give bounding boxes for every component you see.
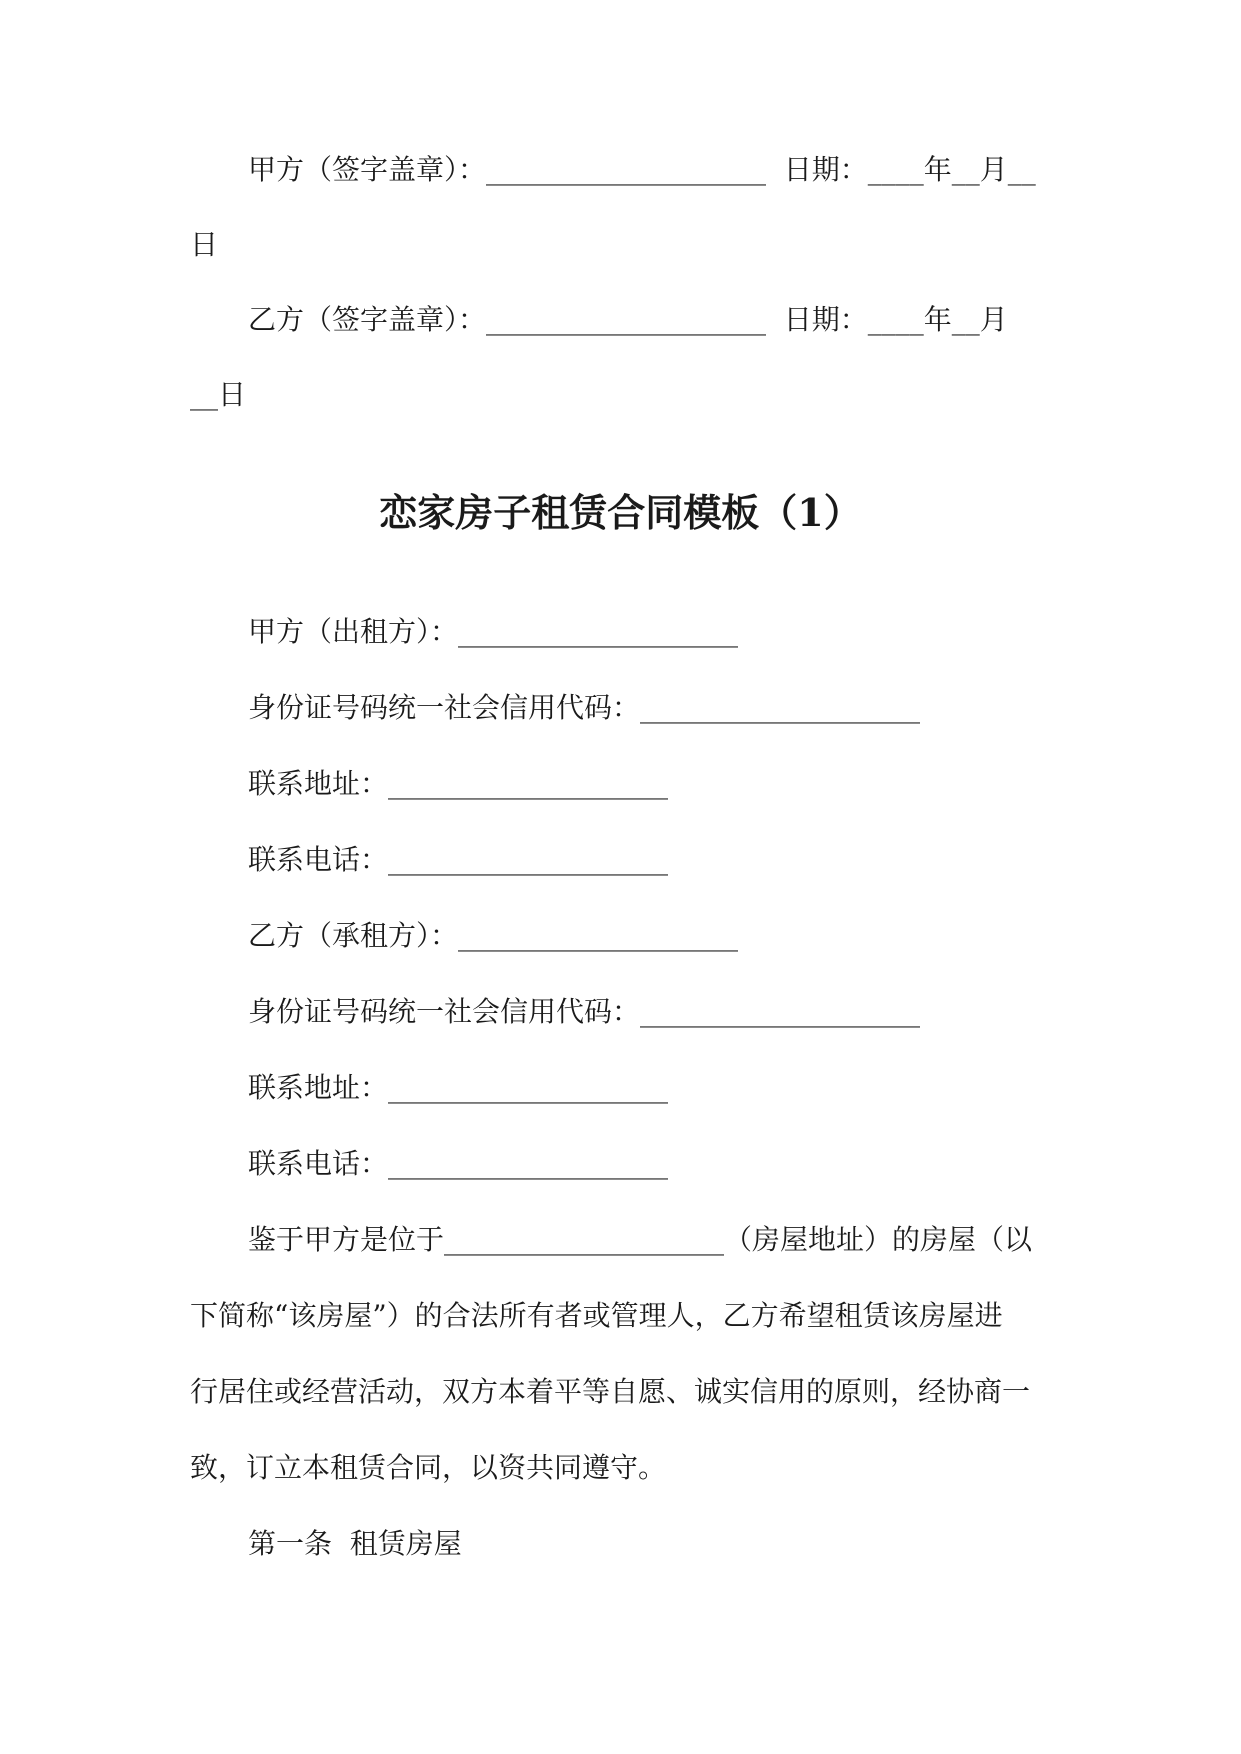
lessor-id-field: 身份证号码统一社会信用代码：____________________ — [248, 691, 921, 724]
lessor-name-field: 甲方（出租方）：____________________ — [248, 615, 739, 648]
article-1-heading: 第一条 租赁房屋 — [248, 1527, 462, 1560]
lessee-name-field: 乙方（承租方）：____________________ — [248, 919, 739, 952]
party-a-signature-continuation: 日 — [190, 228, 219, 261]
lessee-address-field: 联系地址：____________________ — [248, 1071, 669, 1104]
preamble-line-4: 致，订立本租赁合同，以资共同遵守。 — [190, 1451, 667, 1484]
document-title: 恋家房子租赁合同模板（1） — [379, 490, 862, 535]
lessor-address-field: 联系地址：____________________ — [248, 767, 669, 800]
lessee-phone-field: 联系电话：____________________ — [248, 1147, 669, 1180]
party-a-signature-line: 甲方（签字盖章）：____________________ 日期：____年__月__ — [248, 153, 1036, 186]
preamble-line-3: 行居住或经营活动，双方本着平等自愿、诚实信用的原则，经协商一 — [190, 1375, 1031, 1408]
lessee-id-field: 身份证号码统一社会信用代码：____________________ — [248, 995, 921, 1028]
party-b-signature-continuation: __日 — [190, 378, 247, 411]
lessor-phone-field: 联系电话：____________________ — [248, 843, 669, 876]
preamble-line-1: 鉴于甲方是位于____________________（房屋地址）的房屋（以 — [248, 1223, 1033, 1256]
preamble-line-2: 下简称“该房屋”）的合法所有者或管理人，乙方希望租赁该房屋进 — [190, 1299, 1003, 1332]
party-b-signature-line: 乙方（签字盖章）：____________________ 日期：____年__月 — [248, 303, 1008, 336]
